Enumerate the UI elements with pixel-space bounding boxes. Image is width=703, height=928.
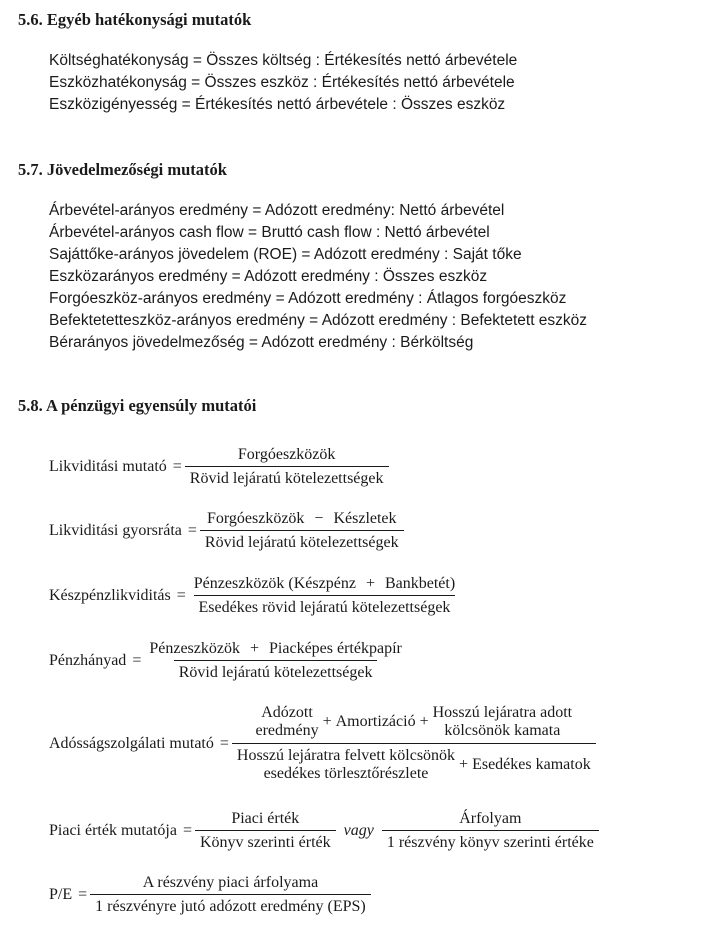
term-line: kölcsönök kamata xyxy=(444,722,561,740)
denominator: Rövid lejáratú kötelezettségek xyxy=(174,660,378,682)
fraction xyxy=(90,874,371,916)
section-heading-5-6: 5.6. Egyéb hatékonysági mutatók xyxy=(18,10,252,29)
formula-lhs: Adósságszolgálati mutató xyxy=(49,734,214,752)
formula-lhs: P/E xyxy=(49,886,73,903)
equals-sign: = xyxy=(219,734,229,752)
equals-sign: = xyxy=(187,522,197,539)
denominator: Rövid lejáratú kötelezettségek xyxy=(185,466,389,488)
formula-lhs: Pénzhányad xyxy=(49,652,127,669)
denominator-term: Esedékes kamatok xyxy=(472,756,591,774)
formula-likviditasi-gyorsrata xyxy=(49,510,404,552)
formula-line: Költséghatékonyság = Összes költség : Értékesítés nettó árbevétele xyxy=(49,52,518,69)
formula-adossagszolgalati-mutato xyxy=(49,704,596,784)
denominator: Könyv szerinti érték xyxy=(195,830,336,852)
formula-pe xyxy=(49,874,371,916)
numerator: Piaci érték xyxy=(231,810,300,827)
fraction xyxy=(189,575,460,617)
section-heading-5-8: 5.8. A pénzügyi egyensúly mutatói xyxy=(18,396,257,415)
numerator-term: Pénzeszközök xyxy=(149,640,240,657)
equals-sign: = xyxy=(182,822,192,839)
formula-line: Árbevétel-arányos cash flow = Bruttó cash flow : Nettó árbevétel xyxy=(49,224,490,241)
formula-line: Bérarányos jövedelmezőség = Adózott eredmény : Bérköltség xyxy=(49,334,474,351)
numerator xyxy=(202,510,402,530)
section-heading-5-7: 5.7. Jövedelmezőségi mutatók xyxy=(18,160,227,179)
plus-sign: + xyxy=(365,575,375,592)
formula-line: Eszközarányos eredmény = Adózott eredmény : Összes eszköz xyxy=(49,268,488,285)
numerator: Árfolyam xyxy=(459,810,522,827)
plus-sign: + xyxy=(459,756,469,774)
numerator-term: Forgóeszközök xyxy=(206,510,305,527)
term-line: Adózott xyxy=(261,704,313,721)
denominator: Esedékes rövid lejáratú kötelezettségek xyxy=(194,595,456,617)
fraction xyxy=(185,446,389,488)
formula-lhs: Likviditási mutató xyxy=(49,458,167,475)
formula-line: Eszközhatékonyság = Összes eszköz : Értékesítés nettó árbevétele xyxy=(49,74,515,91)
fraction xyxy=(200,510,404,552)
denominator xyxy=(232,743,596,784)
equals-sign: = xyxy=(176,587,186,604)
denominator-term-stack xyxy=(237,747,455,784)
formula-lhs: Készpénzlikviditás xyxy=(49,587,171,604)
formula-lhs: Likviditási gyorsráta xyxy=(49,522,182,539)
numerator-term: Amortizáció xyxy=(335,713,416,731)
denominator: 1 részvényre jutó adózott eredmény (EPS) xyxy=(90,894,371,916)
minus-sign: − xyxy=(314,510,324,527)
equals-sign: = xyxy=(78,886,88,903)
formula-likviditasi-mutato xyxy=(49,446,389,488)
or-connector: vagy xyxy=(343,822,374,839)
numerator xyxy=(144,640,407,660)
formula-lhs: Piaci érték mutatója xyxy=(49,822,177,839)
numerator-term-stack xyxy=(433,704,573,741)
fraction xyxy=(195,810,336,852)
formula-line: Eszközigényesség = Értékesítés nettó árbevétele : Összes eszköz xyxy=(49,96,506,113)
equals-sign: = xyxy=(172,458,182,475)
fraction xyxy=(232,704,596,784)
formula-line: Sajáttőke-arányos jövedelem (ROE) = Adózott eredmény : Saját tőke xyxy=(49,246,522,263)
formula-penzhanyad xyxy=(49,640,407,682)
numerator xyxy=(189,575,460,595)
formula-keszpenzlikviditas xyxy=(49,575,460,617)
numerator: Forgóeszközök xyxy=(237,446,336,463)
plus-sign: + xyxy=(419,713,429,731)
fraction xyxy=(382,810,599,852)
fraction xyxy=(144,640,407,682)
plus-sign: + xyxy=(322,713,332,731)
denominator: 1 részvény könyv szerinti értéke xyxy=(382,830,599,852)
numerator xyxy=(250,704,577,743)
plus-sign: + xyxy=(249,640,260,657)
denominator: Rövid lejáratú kötelezettségek xyxy=(200,530,404,552)
equals-sign: = xyxy=(132,652,142,669)
formula-piaci-ertek-mutatoja xyxy=(49,810,599,852)
term-line: Hosszú lejáratra adott xyxy=(432,704,573,721)
formula-line: Befektetetteszköz-arányos eredmény = Adózott eredmény : Befektetett eszköz xyxy=(49,312,588,329)
numerator-term: Piacképes értékpapír xyxy=(269,640,402,657)
numerator-term-stack xyxy=(255,704,318,741)
numerator-term: Készletek xyxy=(333,510,397,527)
numerator-term: Bankbetét) xyxy=(384,575,456,592)
numerator: A részvény piaci árfolyama xyxy=(142,874,319,891)
term-line: eredmény xyxy=(255,722,319,740)
term-line: esedékes törlesztőrészlete xyxy=(263,765,429,783)
formula-line: Árbevétel-arányos eredmény = Adózott eredmény: Nettó árbevétel xyxy=(49,202,505,219)
numerator-term: Pénzeszközök (Készpénz xyxy=(193,575,356,592)
term-line: Hosszú lejáratra felvett kölcsönök xyxy=(236,746,456,764)
formula-line: Forgóeszköz-arányos eredmény = Adózott eredmény : Átlagos forgóeszköz xyxy=(49,290,567,307)
